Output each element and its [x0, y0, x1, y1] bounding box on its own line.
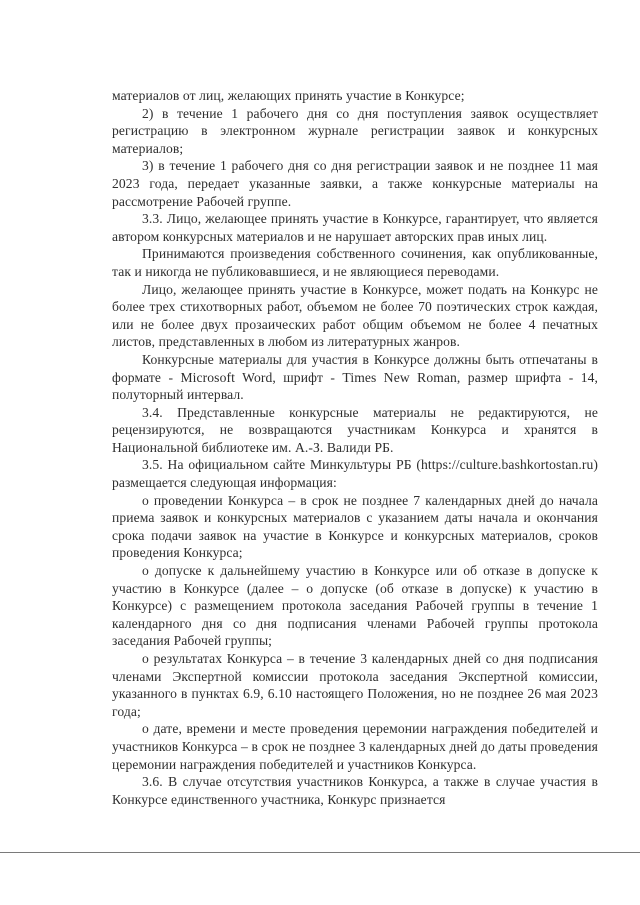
paragraph: о допуске к дальнейшему участию в Конкурсе или об отказе в допуске к участию в Конкурсе (далее – о допуске (об отказе в допуске) к участию в Конкурсе) с размещением протокола заседания Рабочей группы в течение 1 календарного дня со дня подписания членами Рабочей группы протокола заседания Рабочей группы; — [112, 563, 598, 649]
paragraph: Конкурсные материалы для участия в Конкурсе должны быть отпечатаны в формате - Microsoft Word, шрифт - Times New Roman, размер шрифта - 14, полуторный интервал. — [112, 351, 598, 403]
paragraph: 3.4. Представленные конкурсные материалы не редактируются, не рецензируются, не возвращаются участникам Конкурса и хранятся в Национальной библиотеке им. А.-З. Валиди РБ. — [112, 404, 598, 455]
paragraph: 3) в течение 1 рабочего дня со дня регистрации заявок и не позднее 11 мая 2023 года, передает указанные заявки, а также конкурсные материалы на рассмотрение Рабочей группе. — [112, 158, 598, 209]
paragraph: о дате, времени и месте проведения церемонии награждения победителей и участников Конкурса – в срок не позднее 3 календарных дней до даты проведения церемонии награждения победителей и участников Конкурса. — [112, 721, 598, 772]
document-body — [112, 87, 598, 808]
paragraph: 3.3. Лицо, желающее принять участие в Конкурсе, гарантирует, что является автором конкурсных материалов и не нарушает авторских прав иных лиц. — [112, 211, 598, 244]
paragraph: материалов от лиц, желающих принять участие в Конкурсе; — [112, 88, 465, 103]
paragraph: о проведении Конкурса – в срок не позднее 7 календарных дней до начала приема заявок и конкурсных материалов с указанием даты начала и окончания срока подачи заявок на участие в Конкурсе и конкурсных материалов, сроков проведения Конкурса; — [112, 492, 598, 561]
paragraph: Принимаются произведения собственного сочинения, как опубликованные, так и никогда не публиковавшиеся, и не являющиеся переводами. — [112, 246, 598, 279]
page-bottom-rule — [0, 852, 640, 853]
paragraph: о результатах Конкурса – в течение 3 календарных дней со дня подписания членами Экспертной комиссии протокола заседания Экспертной комиссии, указанного в пунктах 6.9, 6.10 настоящего Положения, но не позднее 26 мая 2023 года; — [112, 651, 598, 719]
paragraph: 2) в течение 1 рабочего дня со дня поступления заявок осуществляет регистрацию в электронном журнале регистрации заявок и конкурсных материалов; — [112, 105, 598, 156]
paragraph: 3.5. На официальном сайте Минкультуры РБ (https://culture.bashkortostan.ru) размещается следующая информация: — [112, 457, 598, 491]
paragraph: 3.6. В случае отсутствия участников Конкурса, а также в случае участия в Конкурсе единственного участника, Конкурс признается — [112, 774, 598, 807]
paragraph: Лицо, желающее принять участие в Конкурсе, может подать на Конкурс не более трех стихотворных работ, объемом не более 70 поэтических строк каждая, или не более двух прозаических работ общим объемом не более 4 печатных листов, представленных в любом из литературных жанров. — [112, 281, 598, 350]
